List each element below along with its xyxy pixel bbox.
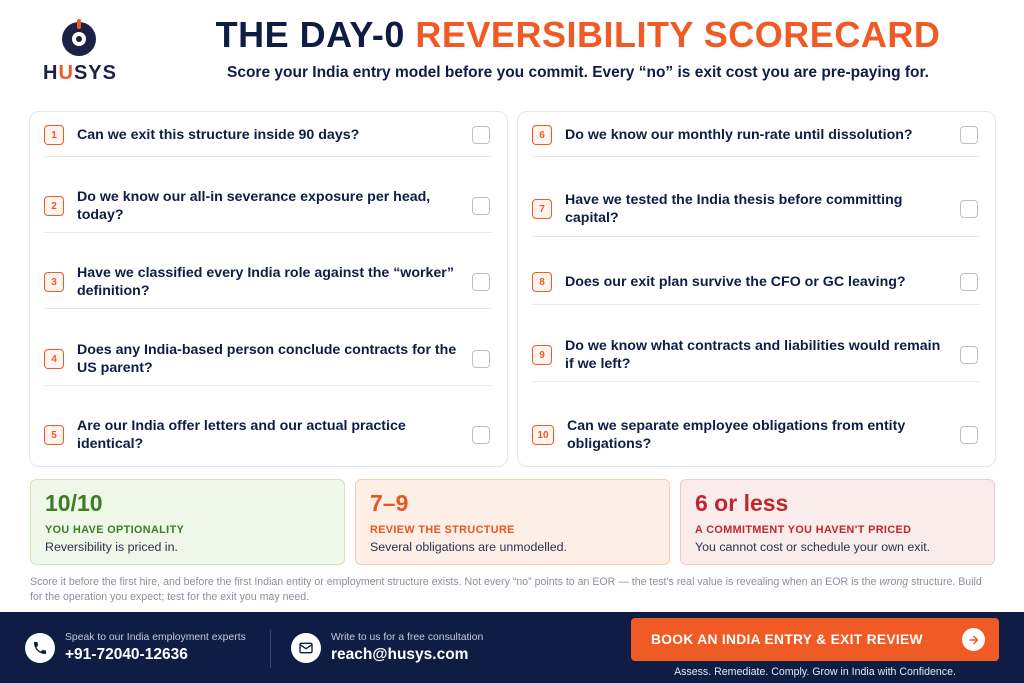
arrow-right-icon xyxy=(962,628,985,651)
score-range: 10/10 xyxy=(45,490,103,516)
question-row xyxy=(532,191,980,227)
question-text: Do we know what contracts and liabilities would remain if we left? xyxy=(565,338,941,372)
divider xyxy=(532,236,980,237)
question-checkbox[interactable] xyxy=(472,426,490,444)
phone-caption: Speak to our India employment experts xyxy=(65,632,246,643)
question-checkbox[interactable] xyxy=(960,273,978,291)
question-checkbox[interactable] xyxy=(472,350,490,368)
score-description: You cannot cost or schedule your own exit. xyxy=(695,540,931,554)
question-number: 9 xyxy=(532,345,552,365)
question-row xyxy=(532,125,980,145)
email-contact[interactable] xyxy=(291,632,483,664)
page-subtitle: Score your India entry model before you commit. Every “no” is exit cost you are pre-paying for. xyxy=(227,64,929,81)
question-number: 5 xyxy=(44,425,64,445)
score-card-high xyxy=(30,479,345,565)
logo-text: HUSYS xyxy=(43,62,117,84)
email-address[interactable]: reach@husys.com xyxy=(331,646,469,663)
phone-number[interactable]: +91-72040-12636 xyxy=(65,646,188,663)
question-row xyxy=(44,188,492,224)
divider xyxy=(532,381,980,382)
question-number: 10 xyxy=(532,425,554,445)
score-description: Several obligations are unmodelled. xyxy=(370,540,567,554)
question-text: Have we classified every India role against the “worker” definition? xyxy=(77,265,454,299)
question-row xyxy=(44,264,492,300)
header xyxy=(0,0,1024,100)
divider xyxy=(44,232,492,233)
question-checkbox[interactable] xyxy=(472,126,490,144)
question-text: Does our exit plan survive the CFO or GC leaving? xyxy=(565,274,906,290)
question-number: 2 xyxy=(44,196,64,216)
footnote: Score it before the first hire, and before the first Indian entity or employment structure exists. Not every “no” points to an EOR — the test's real value is revealing when an EOR is the wrong structure. Build for the operation you expect; test for the exit you may need. xyxy=(30,576,982,603)
phone-icon xyxy=(25,633,55,663)
score-range: 6 or less xyxy=(695,490,789,516)
question-row xyxy=(532,337,980,373)
question-checkbox[interactable] xyxy=(960,200,978,218)
question-checkbox[interactable] xyxy=(472,197,490,215)
divider xyxy=(532,156,980,157)
question-text: Can we exit this structure inside 90 days? xyxy=(77,127,360,143)
question-number: 7 xyxy=(532,199,552,219)
score-label: YOU HAVE OPTIONALITY xyxy=(45,524,185,536)
divider xyxy=(532,304,980,305)
score-label: REVIEW THE STRUCTURE xyxy=(370,524,515,536)
question-text: Can we separate employee obligations from entity obligations? xyxy=(567,418,906,452)
questions-panel-left xyxy=(29,111,508,467)
question-text: Have we tested the India thesis before committing capital? xyxy=(565,192,903,226)
question-checkbox[interactable] xyxy=(960,426,978,444)
score-label: A COMMITMENT YOU HAVEN'T PRICED xyxy=(695,524,912,536)
cta-label: BOOK AN INDIA ENTRY & EXIT REVIEW xyxy=(651,632,923,647)
question-checkbox[interactable] xyxy=(960,346,978,364)
question-row xyxy=(44,341,492,377)
score-card-medium xyxy=(355,479,670,565)
husys-logo xyxy=(30,22,130,92)
question-text: Do we know our monthly run-rate until dissolution? xyxy=(565,127,913,143)
score-range: 7–9 xyxy=(370,490,409,516)
question-number: 4 xyxy=(44,349,64,369)
question-number: 3 xyxy=(44,272,64,292)
question-text: Does any India-based person conclude contracts for the US parent? xyxy=(77,342,457,376)
power-icon xyxy=(62,22,96,56)
score-description: Reversibility is priced in. xyxy=(45,540,178,554)
mail-caption: Write to us for a free consultation xyxy=(331,632,484,643)
divider xyxy=(44,385,492,386)
question-number: 6 xyxy=(532,125,552,145)
question-text: Are our India offer letters and our actual practice identical? xyxy=(77,418,406,452)
questions-panel-right xyxy=(517,111,996,467)
tagline: Assess. Remediate. Comply. Grow in India with Confidence. xyxy=(674,666,956,678)
question-text: Do we know our all-in severance exposure per head, today? xyxy=(77,189,431,223)
question-row xyxy=(532,272,980,292)
question-row xyxy=(44,125,492,145)
score-card-low xyxy=(680,479,995,565)
divider xyxy=(44,156,492,157)
book-review-button[interactable] xyxy=(631,618,999,661)
question-checkbox[interactable] xyxy=(472,273,490,291)
phone-contact[interactable] xyxy=(25,632,246,664)
page-title: THE DAY-0 REVERSIBILITY SCORECARD xyxy=(215,14,941,55)
footer-divider xyxy=(270,630,271,668)
question-row xyxy=(532,417,980,453)
question-number: 8 xyxy=(532,272,552,292)
divider xyxy=(44,308,492,309)
mail-icon xyxy=(291,633,321,663)
question-checkbox[interactable] xyxy=(960,126,978,144)
question-number: 1 xyxy=(44,125,64,145)
question-row xyxy=(44,417,492,453)
